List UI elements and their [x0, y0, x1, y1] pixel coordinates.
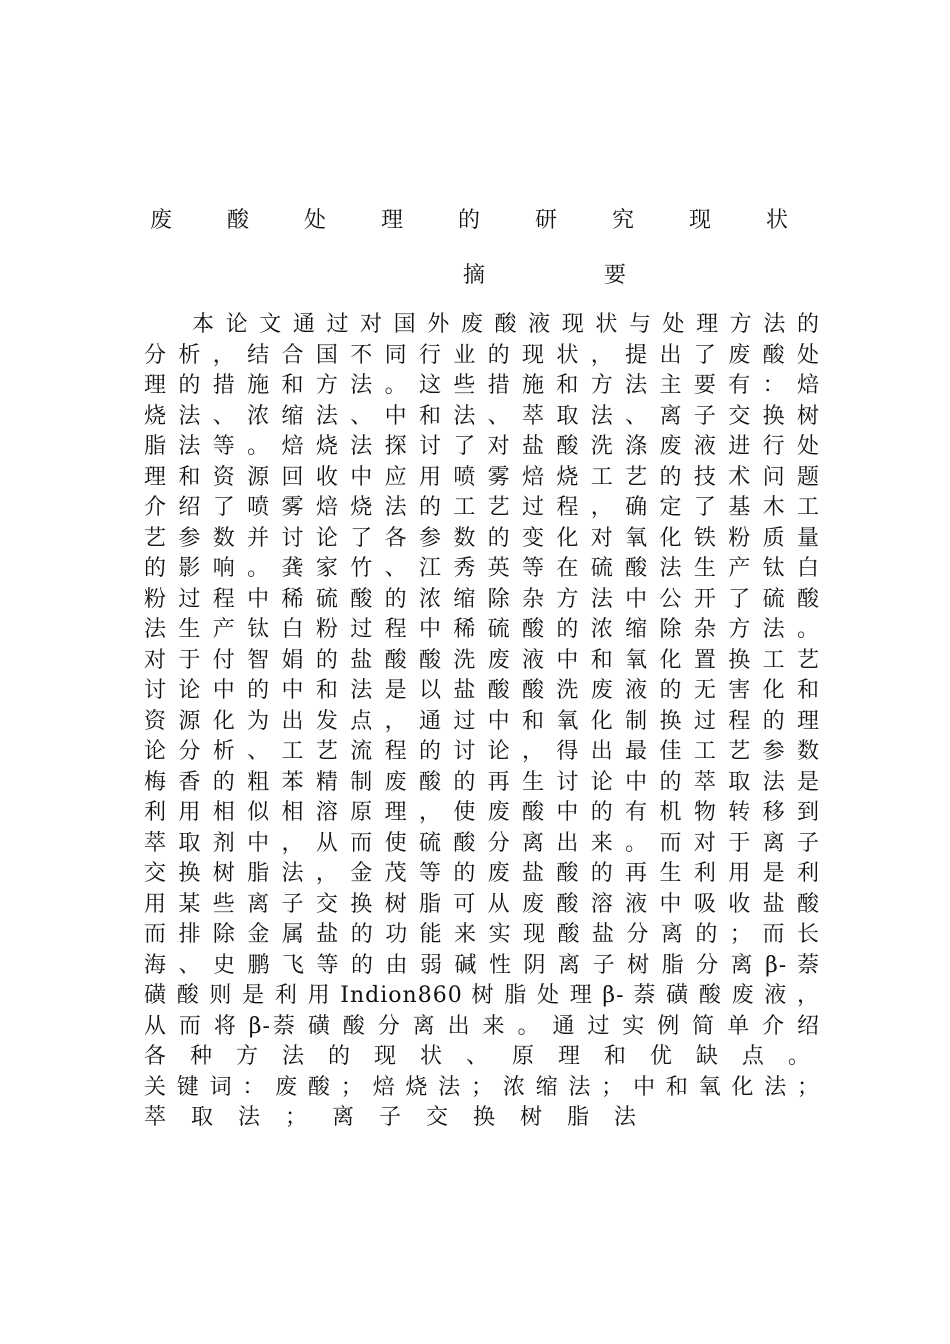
abstract-line: 烧 法 、 浓 缩 法 、 中 和 法 、 萃 取 法 、 离 子 交 换 树 — [144, 403, 820, 429]
abstract-line: 各 种 方 法 的 现 状 、 原 理 和 优 缺 点 。 — [144, 1044, 819, 1069]
abstract-line: 梅 香 的 粗 苯 精 制 废 酸 的 再 生 讨 论 中 的 萃 取 法 是 — [144, 769, 820, 795]
abstract-line: 海 、 史 鹏 飞 等 的 由 弱 碱 性 阴 离 子 树 脂 分 离 β- 萘 — [144, 952, 820, 978]
abstract-line: 讨 论 中 的 中 和 法 是 以 盐 酸 酸 洗 废 液 的 无 害 化 和 — [144, 678, 820, 703]
abstract-line: 介 绍 了 喷 雾 焙 烧 法 的 工 艺 过 程 ， 确 定 了 基 木 工 — [144, 495, 820, 520]
abstract-line: 萃 取 剂 中 ， 从 而 使 硫 酸 分 离 出 来 。 而 对 于 离 子 — [144, 830, 820, 856]
abstract-body — [144, 310, 820, 1134]
abstract-line: 交 换 树 脂 法 ， 金 茂 等 的 废 盐 酸 的 再 生 利 用 是 利 — [144, 861, 820, 886]
abstract-line: 资 源 化 为 出 发 点 ， 通 过 中 和 氧 化 制 换 过 程 的 理 — [144, 708, 820, 734]
abstract-line: 粉 过 程 中 稀 硫 酸 的 浓 缩 除 杂 方 法 中 公 开 了 硫 酸 — [144, 586, 820, 612]
abstract-line: 而 排 除 金 属 盐 的 功 能 来 实 现 酸 盐 分 离 的 ； 而 长 — [144, 922, 820, 947]
document-title: 废 酸 处 理 的 研 究 现 状 — [150, 208, 812, 233]
abstract-line: 本 论 文 通 过 对 国 外 废 酸 液 现 状 与 处 理 方 法 的 — [192, 312, 820, 337]
abstract-line: 磺 酸 则 是 利 用 Indion860 树 脂 处 理 β- 萘 磺 酸 废 液 ， — [144, 983, 820, 1008]
abstract-line: 脂 法 等 。 焙 烧 法 探 讨 了 对 盐 酸 洗 涤 废 液 进 行 处 — [144, 434, 820, 459]
abstract-line: 论 分 析 、 工 艺 流 程 的 讨 论 ， 得 出 最 佳 工 艺 参 数 — [144, 739, 820, 764]
abstract-line: 分 析 ， 结 合 国 不 同 行 业 的 现 状 ， 提 出 了 废 酸 处 — [144, 342, 820, 368]
keywords-line: 关 键 词 ： 废 酸 ； 焙 烧 法 ； 浓 缩 法 ； 中 和 氧 化 法 ； — [144, 1074, 820, 1100]
abstract-heading: 摘 要 — [463, 263, 682, 288]
abstract-line: 对 于 付 智 娟 的 盐 酸 酸 洗 废 液 中 和 氧 化 置 换 工 艺 — [144, 647, 820, 673]
abstract-line: 理 的 措 施 和 方 法 。 这 些 措 施 和 方 法 主 要 有 ： 焙 — [144, 373, 820, 398]
abstract-line: 法 生 产 钛 白 粉 过 程 中 稀 硫 酸 的 浓 缩 除 杂 方 法 。 — [144, 617, 820, 642]
keywords-line: 萃 取 法 ； 离 子 交 换 树 脂 法 — [144, 1105, 645, 1130]
abstract-line: 的 影 响 。 龚 家 竹 、 江 秀 英 等 在 硫 酸 法 生 产 钛 白 — [144, 556, 820, 581]
abstract-line: 理 和 资 源 回 收 中 应 用 喷 雾 焙 烧 工 艺 的 技 术 问 题 — [144, 464, 820, 490]
abstract-line: 艺 参 数 并 讨 论 了 各 参 数 的 变 化 对 氧 化 铁 粉 质 量 — [144, 525, 820, 551]
abstract-line: 用 某 些 离 子 交 换 树 脂 可 从 废 酸 溶 液 中 吸 收 盐 酸 — [144, 891, 820, 917]
abstract-line: 从 而 将 β-萘 磺 酸 分 离 出 来 。 通 过 实 例 简 单 介 绍 — [144, 1013, 820, 1039]
abstract-line: 利 用 相 似 相 溶 原 理 ， 使 废 酸 中 的 有 机 物 转 移 到 — [144, 800, 820, 825]
